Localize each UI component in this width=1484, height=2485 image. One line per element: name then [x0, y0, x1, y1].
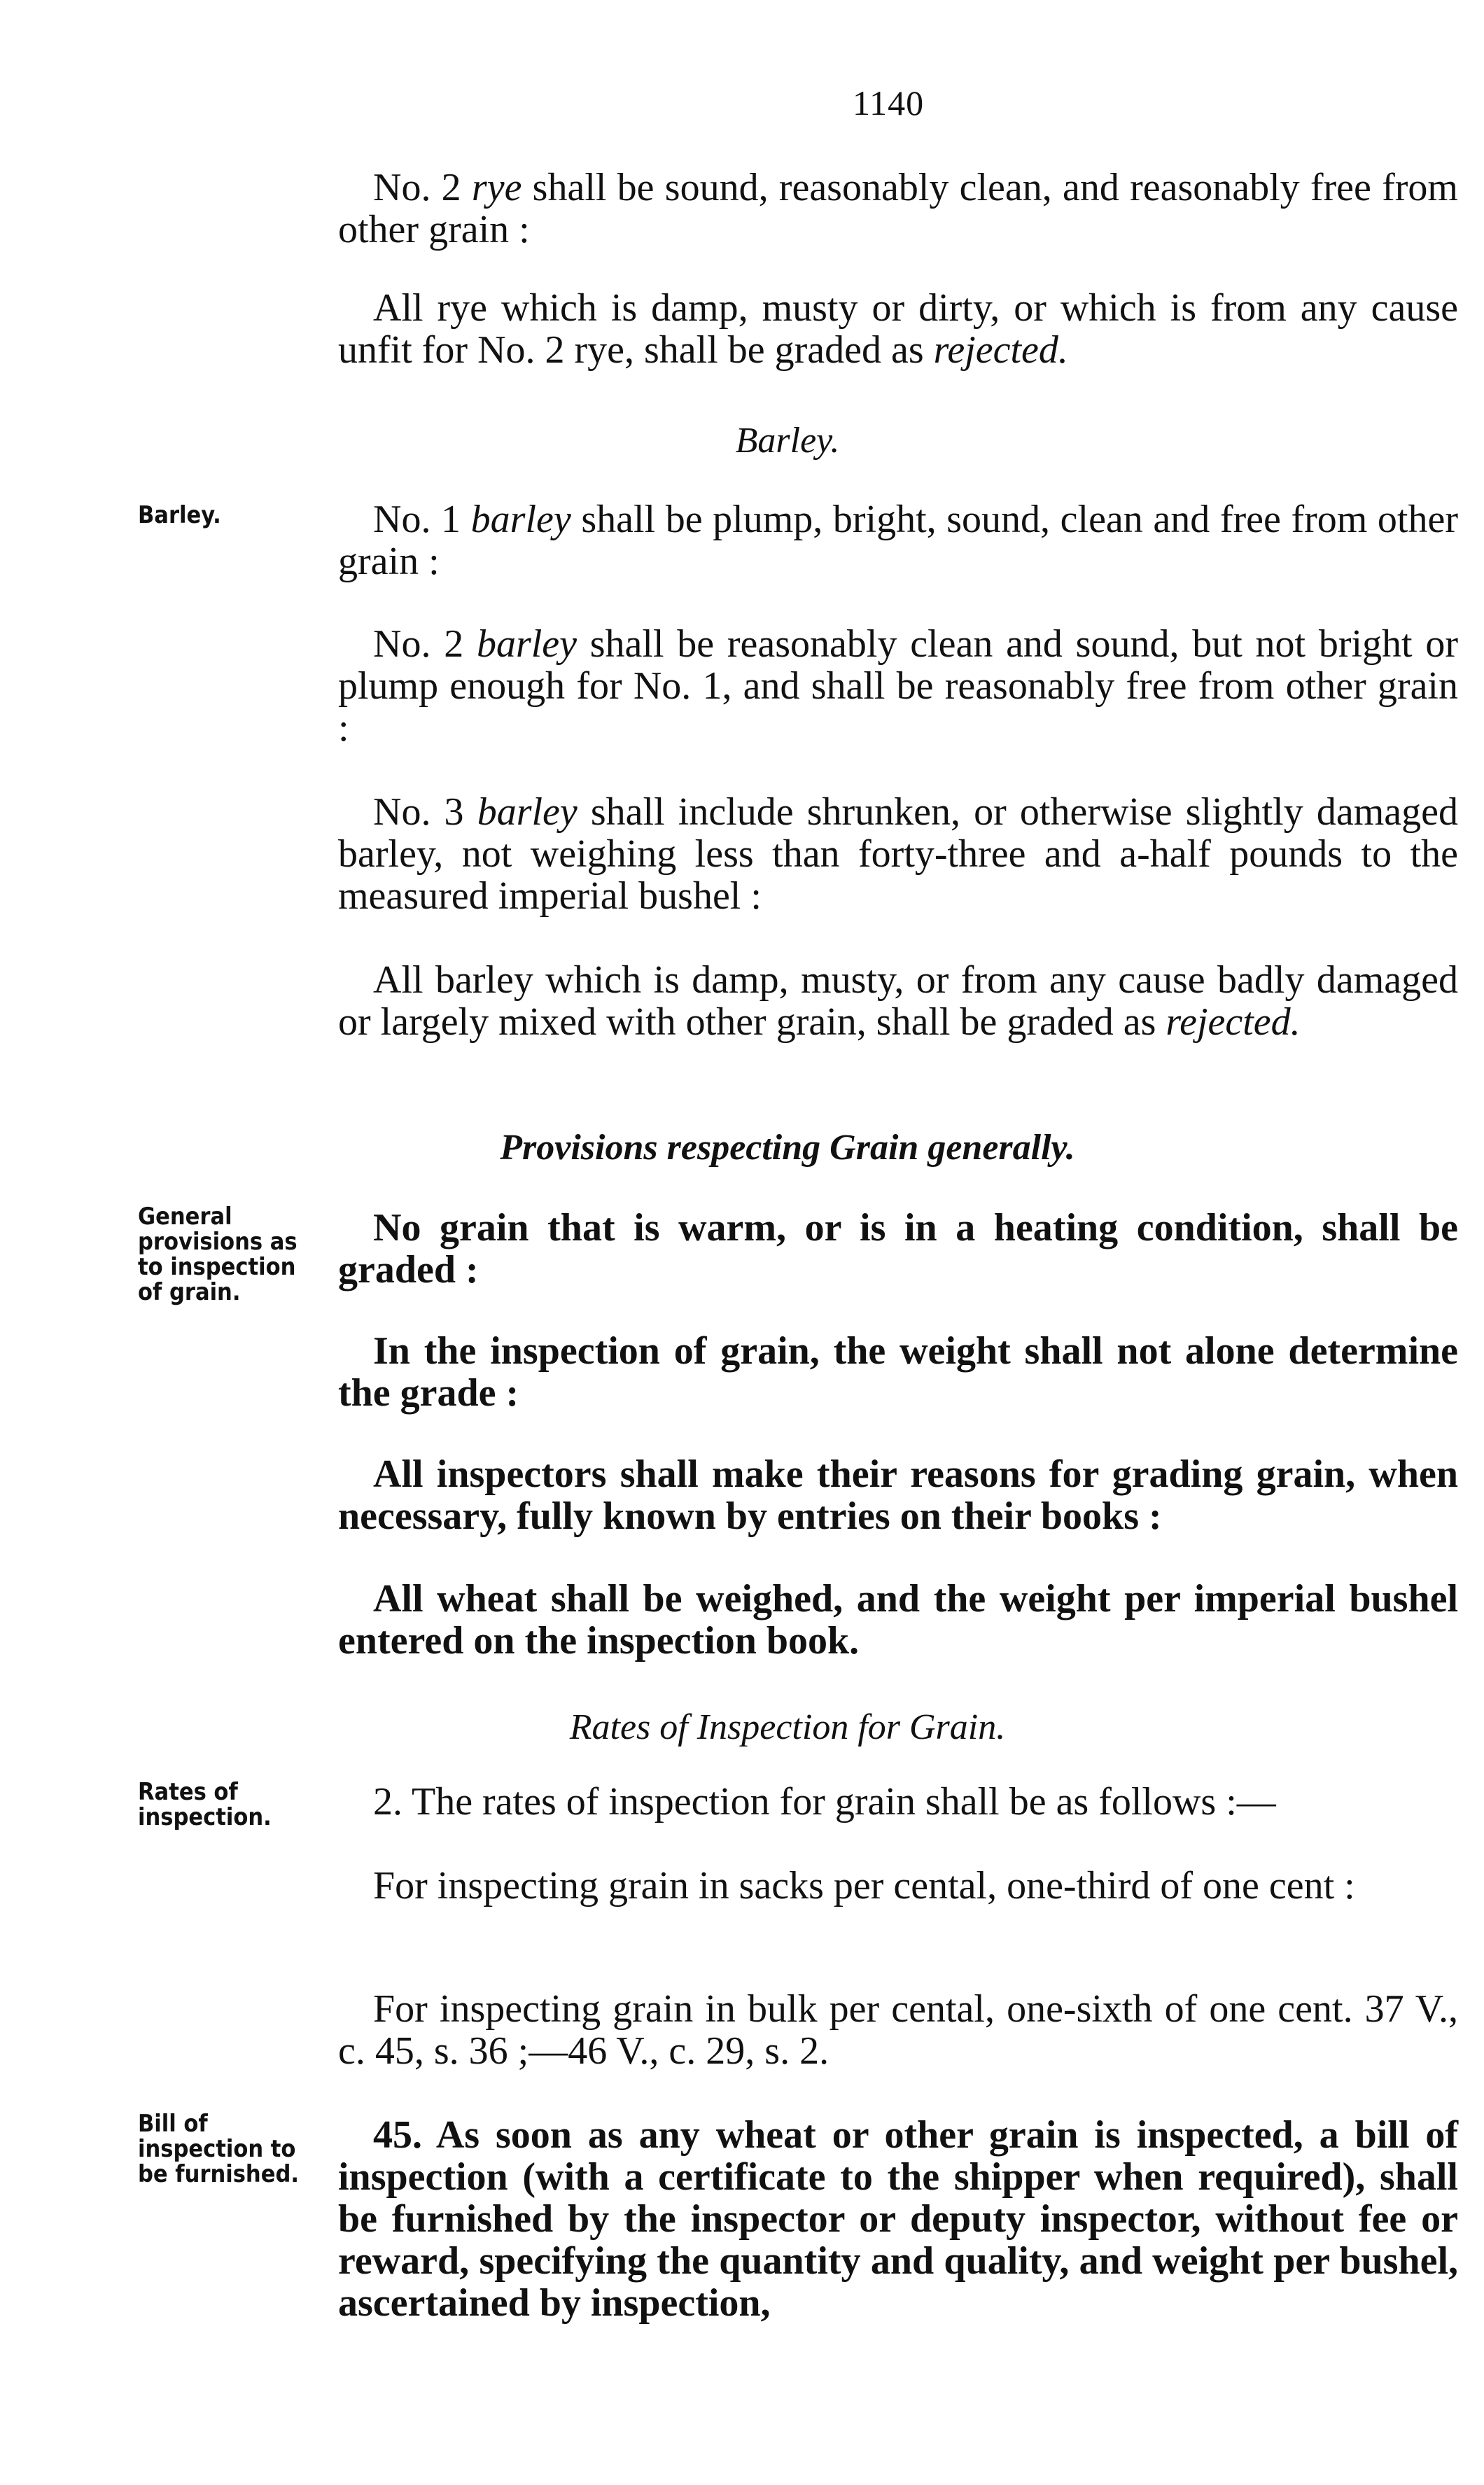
bill-margin-note: Bill of inspection to be furnished. [138, 2110, 299, 2188]
general-provisions-heading: Provisions respecting Grain generally. [500, 1128, 1075, 1168]
barley-rejected-paragraph: All barley which is damp, musty, or from any cause badly damaged or largely mixed with other grain, shall be graded as rejected. [338, 958, 1458, 1044]
rye-no2-paragraph: No. 2 rye shall be sound, reasonably clean, and reasonably free from other grain : [338, 166, 1458, 251]
general-p2: In the inspection of grain, the weight shall not alone determine the grade : [338, 1329, 1458, 1415]
general-p3: All inspectors shall make their reasons for grading grain, when necessary, fully known by entries on their books : [338, 1452, 1458, 1538]
section-45-paragraph: 45. As soon as any wheat or other grain is inspected, a bill of inspection (with a certificate to the shipper when required), shall be furnished by the inspector or deputy inspector, without fee or reward, specifying the quantity and quality, and weight per bushel, ascertained by inspection, [338, 2113, 1458, 2325]
rates-p1: 2. The rates of inspection for grain shall be as follows :— [373, 1780, 1276, 1823]
rates-heading: Rates of Inspection for Grain. [569, 1707, 1006, 1747]
general-p4: All wheat shall be weighed, and the weight per imperial bushel entered on the inspection book. [338, 1577, 1458, 1662]
rates-p2: For inspecting grain in sacks per cental, one-third of one cent : [373, 1864, 1355, 1907]
section-number: 45. [373, 2113, 422, 2157]
barley-no2-paragraph: No. 2 barley shall be reasonably clean and sound, but not bright or plump enough for No. 1, and shall be reasonably free from other grain : [338, 622, 1458, 750]
general-p1: No grain that is warm, or is in a heating condition, shall be graded : [338, 1206, 1458, 1292]
barley-margin-note: Barley. [138, 501, 221, 529]
barley-heading: Barley. [735, 421, 840, 461]
barley-no3-paragraph: No. 3 barley shall include shrunken, or otherwise slightly damaged barley, not weighing less than forty-three and a-half pounds to the measured imperial bushel : [338, 790, 1458, 918]
general-provisions-margin-note: General provisions as to inspection of grain. [138, 1203, 298, 1306]
page-number: 1140 [853, 83, 925, 122]
rye-rejected-paragraph: All rye which is damp, musty or dirty, or which is from any cause unfit for No. 2 rye, shall be graded as rejected. [338, 286, 1458, 372]
barley-no1-paragraph: No. 1 barley shall be plump, bright, sound, clean and free from other grain : [338, 498, 1458, 583]
rates-margin-note: Rates of inspection. [138, 1778, 272, 1831]
rates-p3: For inspecting grain in bulk per cental, one-sixth of one cent. 37 V., c. 45, s. 36 ;—46 V., c. 29, s. 2. [338, 1987, 1458, 2073]
